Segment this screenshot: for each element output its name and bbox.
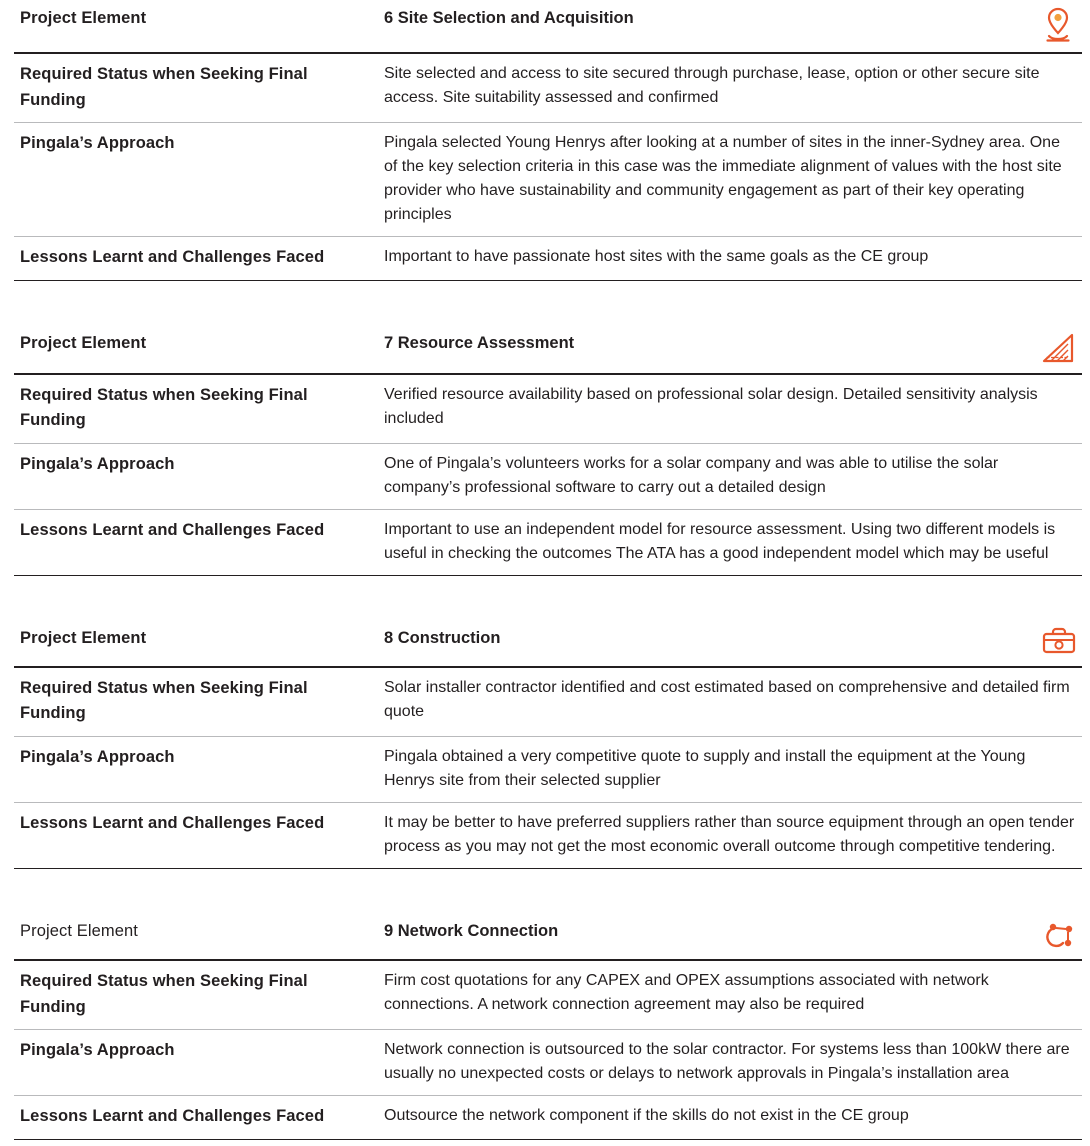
section-title: 8 Construction bbox=[384, 628, 501, 647]
project-element-label: Project Element bbox=[20, 9, 147, 27]
row-label: Required Status when Seeking Final Funding bbox=[20, 65, 308, 109]
row-value: Pingala selected Young Henrys after looking at a number of sites in the inner-Sydney area. One of the key selection criteria in this case was the immediate alignment of values with the host site provider who have sustainability and community engagement as part of their key operating principles bbox=[384, 134, 1062, 224]
row-value: Important to have passionate host sites with the same goals as the CE group bbox=[384, 248, 929, 266]
row-label: Pingala’s Approach bbox=[20, 747, 175, 766]
section-title: 9 Network Connection bbox=[384, 921, 559, 940]
row-label: Lessons Learnt and Challenges Faced bbox=[20, 1107, 325, 1126]
table-row bbox=[14, 960, 1082, 1030]
project-element-table-resource-assessment bbox=[14, 325, 1082, 576]
project-element-label: Project Element bbox=[20, 628, 147, 647]
row-label: Pingala’s Approach bbox=[20, 1041, 175, 1060]
table-row bbox=[14, 53, 1082, 123]
row-label: Lessons Learnt and Challenges Faced bbox=[20, 813, 325, 832]
row-value: Pingala obtained a very competitive quote to supply and install the equipment at the Young Henrys site from their selected supplier bbox=[384, 747, 1026, 789]
set-square-icon bbox=[1010, 325, 1082, 374]
table-row bbox=[14, 123, 1082, 237]
table-header-row bbox=[14, 620, 1082, 667]
row-label: Lessons Learnt and Challenges Faced bbox=[20, 248, 325, 267]
section-title: 6 Site Selection and Acquisition bbox=[384, 9, 634, 27]
network-nodes-icon bbox=[1010, 913, 1082, 960]
project-element-label: Project Element bbox=[20, 333, 147, 352]
table-row bbox=[14, 1096, 1082, 1140]
row-value: It may be better to have preferred suppliers rather than source equipment through an open tender process as you may not get the most economic overall outcome through competitive tendering. bbox=[384, 813, 1075, 855]
header-label-cell bbox=[14, 0, 378, 53]
row-label: Pingala’s Approach bbox=[20, 134, 175, 153]
table-row bbox=[14, 374, 1082, 444]
row-label: Required Status when Seeking Final Funding bbox=[20, 971, 308, 1016]
table-row bbox=[14, 667, 1082, 737]
table-header-row bbox=[14, 913, 1082, 960]
table-row bbox=[14, 237, 1082, 281]
section-title: 7 Resource Assessment bbox=[384, 333, 575, 352]
table-row bbox=[14, 1030, 1082, 1096]
toolbox-icon bbox=[1010, 620, 1082, 667]
table-header-row bbox=[14, 325, 1082, 374]
project-element-table-site-selection bbox=[14, 0, 1082, 281]
row-value: Verified resource availability based on professional solar design. Detailed sensitivity analysis included bbox=[384, 385, 1038, 427]
row-value: Site selected and access to site secured through purchase, lease, option or other secure site access. Site suitability assessed and confirmed bbox=[384, 65, 1040, 106]
header-label-cell bbox=[14, 913, 378, 960]
header-label-cell bbox=[14, 620, 378, 667]
table-row bbox=[14, 443, 1082, 509]
header-title-cell bbox=[378, 325, 1010, 374]
row-label: Required Status when Seeking Final Funding bbox=[20, 385, 308, 430]
row-label: Lessons Learnt and Challenges Faced bbox=[20, 520, 325, 539]
project-element-table-construction bbox=[14, 620, 1082, 869]
header-label-cell bbox=[14, 325, 378, 374]
header-title-cell bbox=[378, 913, 1010, 960]
row-value: Outsource the network component if the skills do not exist in the CE group bbox=[384, 1107, 909, 1125]
row-value: Network connection is outsourced to the solar contractor. For systems less than 100kW there are usually no unexpected costs or delays to network approvals in Pingala’s installation area bbox=[384, 1041, 1070, 1083]
row-value: One of Pingala’s volunteers works for a solar company and was able to utilise the solar company’s professional software to carry out a detailed design bbox=[384, 454, 999, 496]
map-pin-icon bbox=[1010, 0, 1082, 53]
row-label: Required Status when Seeking Final Funding bbox=[20, 678, 308, 723]
table-header-row bbox=[14, 0, 1082, 53]
header-title-cell bbox=[378, 0, 1010, 53]
project-element-table-network-connection bbox=[14, 913, 1082, 1140]
table-row bbox=[14, 509, 1082, 575]
table-row bbox=[14, 802, 1082, 868]
header-title-cell bbox=[378, 620, 1010, 667]
row-value: Important to use an independent model for resource assessment. Using two different models is useful in checking the outcomes The ATA has a good independent model which may be useful bbox=[384, 520, 1056, 562]
project-element-label: Project Element bbox=[20, 921, 138, 940]
row-label: Pingala’s Approach bbox=[20, 454, 175, 473]
row-value: Firm cost quotations for any CAPEX and OPEX assumptions associated with network connections. A network connection agreement may also be required bbox=[384, 971, 989, 1013]
row-value: Solar installer contractor identified and cost estimated based on comprehensive and detailed firm quote bbox=[384, 678, 1070, 720]
table-row bbox=[14, 736, 1082, 802]
